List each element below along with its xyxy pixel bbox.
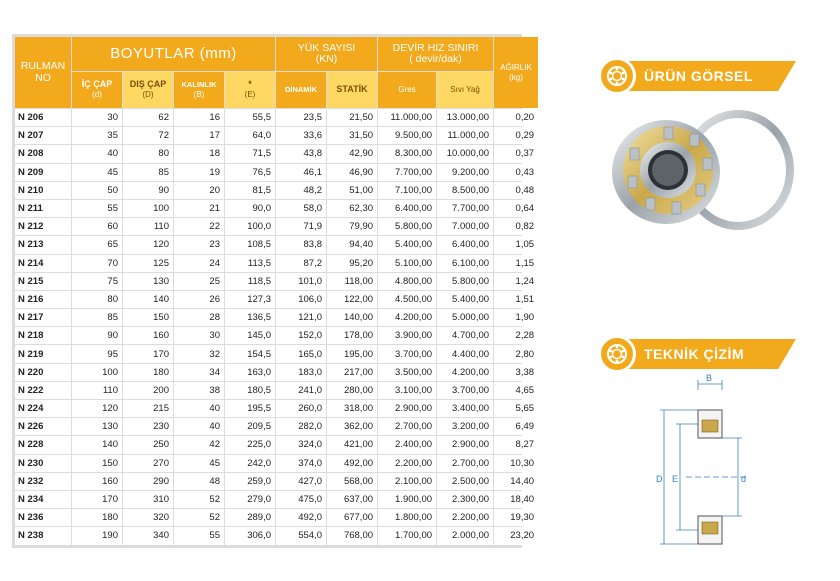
table-cell: 110 (123, 218, 173, 235)
table-row (15, 164, 538, 181)
table-cell: 43,8 (276, 145, 326, 162)
header-devir: DEVİR HIZ SINIRI ( devir/dak) (378, 37, 493, 71)
table-cell: 9.500,00 (378, 127, 436, 144)
table-cell: 170 (123, 345, 173, 362)
table-cell: 125 (123, 255, 173, 272)
bearing-no-cell: N 220 (15, 364, 71, 381)
table-cell: 150 (72, 455, 122, 472)
table-cell: 475,0 (276, 491, 326, 508)
table-cell: 120 (123, 236, 173, 253)
table-cell: 5.400,00 (378, 236, 436, 253)
table-cell: 120 (72, 400, 122, 417)
table-cell: 8.300,00 (378, 145, 436, 162)
table-cell: 19 (174, 164, 224, 181)
table-cell: 768,00 (327, 527, 377, 544)
table-cell: 5.100,00 (378, 255, 436, 272)
table-cell: 71,5 (225, 145, 275, 162)
bearing-no-cell: N 214 (15, 255, 71, 272)
table-cell: 46,90 (327, 164, 377, 181)
table-cell: 85 (123, 164, 173, 181)
table-cell: 0,48 (494, 182, 538, 199)
table-cell: 306,0 (225, 527, 275, 544)
table-cell: 80 (123, 145, 173, 162)
header-boyutlar: BOYUTLAR (mm) (72, 37, 275, 71)
table-row (15, 382, 538, 399)
table-cell: 225,0 (225, 436, 275, 453)
table-cell: 4.800,00 (378, 273, 436, 290)
table-cell: 0,37 (494, 145, 538, 162)
table-cell: 180,5 (225, 382, 275, 399)
table-cell: 5.000,00 (437, 309, 493, 326)
table-cell: 4.200,00 (437, 364, 493, 381)
table-cell: 3.900,00 (378, 327, 436, 344)
table-cell: 45 (72, 164, 122, 181)
table-cell: 195,5 (225, 400, 275, 417)
table-cell: 62,30 (327, 200, 377, 217)
table-cell: 95,20 (327, 255, 377, 272)
table-cell: 427,0 (276, 473, 326, 490)
table-cell: 259,0 (225, 473, 275, 490)
table-cell: 1,15 (494, 255, 538, 272)
bearing-no-cell: N 208 (15, 145, 71, 162)
table-cell: 152,0 (276, 327, 326, 344)
bearing-no-cell: N 217 (15, 309, 71, 326)
table-cell: 677,00 (327, 509, 377, 526)
table-row (15, 491, 538, 508)
table-cell: 2,28 (494, 327, 538, 344)
bearing-no-cell: N 211 (15, 200, 71, 217)
table-cell: 18 (174, 145, 224, 162)
table-cell: 165,0 (276, 345, 326, 362)
table-row (15, 364, 538, 381)
table-cell: 230 (123, 418, 173, 435)
table-cell: 7.700,00 (437, 200, 493, 217)
table-cell: 0,82 (494, 218, 538, 235)
bearing-no-cell: N 210 (15, 182, 71, 199)
table-cell: 178,00 (327, 327, 377, 344)
table-cell: 113,5 (225, 255, 275, 272)
table-cell: 24 (174, 255, 224, 272)
bearing-no-cell: N 216 (15, 291, 71, 308)
table-cell: 7.100,00 (378, 182, 436, 199)
table-cell: 94,40 (327, 236, 377, 253)
table-cell: 4,65 (494, 382, 538, 399)
table-cell: 5,65 (494, 400, 538, 417)
table-cell: 10.000,00 (437, 145, 493, 162)
table-cell: 79,90 (327, 218, 377, 235)
product-image-title: ÜRÜN GÖRSEL (644, 68, 753, 84)
table-cell: 637,00 (327, 491, 377, 508)
table-cell: 160 (123, 327, 173, 344)
table-cell: 1.700,00 (378, 527, 436, 544)
table-cell: 127,3 (225, 291, 275, 308)
bearing-no-cell: N 215 (15, 273, 71, 290)
table-row (15, 127, 538, 144)
table-cell: 140 (72, 436, 122, 453)
table-cell: 50 (72, 182, 122, 199)
table-cell: 33,6 (276, 127, 326, 144)
table-cell: 2,80 (494, 345, 538, 362)
table-cell: 122,00 (327, 291, 377, 308)
drawing-label-e: E (672, 474, 679, 484)
table-cell: 65 (72, 236, 122, 253)
table-cell: 16 (174, 109, 224, 126)
bearing-no-cell: N 230 (15, 455, 71, 472)
table-cell: 21,50 (327, 109, 377, 126)
table-cell: 1,51 (494, 291, 538, 308)
table-cell: 90 (123, 182, 173, 199)
table-cell: 64,0 (225, 127, 275, 144)
table-cell: 554,0 (276, 527, 326, 544)
table-cell: 290 (123, 473, 173, 490)
table-cell: 42,90 (327, 145, 377, 162)
bearing-table-container (12, 34, 535, 548)
table-row (15, 273, 538, 290)
table-cell: 121,0 (276, 309, 326, 326)
table-cell: 2.500,00 (437, 473, 493, 490)
table-cell: 320 (123, 509, 173, 526)
table-cell: 32 (174, 345, 224, 362)
table-cell: 3,38 (494, 364, 538, 381)
bearing-no-cell: N 212 (15, 218, 71, 235)
table-cell: 101,0 (276, 273, 326, 290)
bearing-no-cell: N 226 (15, 418, 71, 435)
table-cell: 51,00 (327, 182, 377, 199)
header-dinamik: DİNAMİK (276, 72, 326, 108)
table-cell: 30 (72, 109, 122, 126)
table-cell: 140 (123, 291, 173, 308)
table-cell: 130 (72, 418, 122, 435)
table-row (15, 509, 538, 526)
table-cell: 5.400,00 (437, 291, 493, 308)
table-cell: 9.200,00 (437, 164, 493, 181)
bearing-no-cell: N 228 (15, 436, 71, 453)
technical-drawing (650, 372, 760, 552)
table-row (15, 145, 538, 162)
bearing-no-cell: N 219 (15, 345, 71, 362)
table-cell: 3.100,00 (378, 382, 436, 399)
table-row (15, 345, 538, 362)
table-row (15, 182, 538, 199)
table-cell: 90,0 (225, 200, 275, 217)
table-cell: 100 (72, 364, 122, 381)
table-cell: 20 (174, 182, 224, 199)
table-cell: 4.200,00 (378, 309, 436, 326)
table-cell: 108,5 (225, 236, 275, 253)
table-cell: 2.200,00 (378, 455, 436, 472)
table-cell: 55 (72, 200, 122, 217)
table-cell: 55 (174, 527, 224, 544)
table-row (15, 255, 538, 272)
table-cell: 26 (174, 291, 224, 308)
table-cell: 60 (72, 218, 122, 235)
table-cell: 154,5 (225, 345, 275, 362)
header-rulman-no: RULMAN NO (15, 37, 71, 108)
table-cell: 2.700,00 (378, 418, 436, 435)
table-cell: 100,0 (225, 218, 275, 235)
table-cell: 4.700,00 (437, 327, 493, 344)
bearing-no-cell: N 213 (15, 236, 71, 253)
table-cell: 0,29 (494, 127, 538, 144)
table-cell: 0,43 (494, 164, 538, 181)
table-cell: 3.700,00 (437, 382, 493, 399)
table-cell: 130 (123, 273, 173, 290)
table-cell: 1.900,00 (378, 491, 436, 508)
table-row (15, 527, 538, 544)
table-cell: 48,2 (276, 182, 326, 199)
table-cell: 70 (72, 255, 122, 272)
table-cell: 110 (72, 382, 122, 399)
header-ic-cap: İÇ ÇAP (d) (72, 72, 122, 108)
table-cell: 118,00 (327, 273, 377, 290)
table-cell: 5.800,00 (378, 218, 436, 235)
table-cell: 8,27 (494, 436, 538, 453)
bearing-no-cell: N 234 (15, 491, 71, 508)
table-cell: 362,00 (327, 418, 377, 435)
table-cell: 3.400,00 (437, 400, 493, 417)
table-cell: 318,00 (327, 400, 377, 417)
table-cell: 85 (72, 309, 122, 326)
header-kalinlik: KALINLIK (B) (174, 72, 224, 108)
table-cell: 200 (123, 382, 173, 399)
table-cell: 209,5 (225, 418, 275, 435)
table-cell: 46,1 (276, 164, 326, 181)
header-statik: STATİK (327, 72, 377, 108)
table-cell: 6.400,00 (437, 236, 493, 253)
table-cell: 2.200,00 (437, 509, 493, 526)
table-cell: 2.900,00 (437, 436, 493, 453)
table-cell: 0,20 (494, 109, 538, 126)
table-cell: 1,24 (494, 273, 538, 290)
table-cell: 289,0 (225, 509, 275, 526)
table-cell: 6.400,00 (378, 200, 436, 217)
table-cell: 3.200,00 (437, 418, 493, 435)
table-cell: 62 (123, 109, 173, 126)
table-cell: 13.000,00 (437, 109, 493, 126)
table-row (15, 291, 538, 308)
table-cell: 492,00 (327, 455, 377, 472)
table-cell: 52 (174, 509, 224, 526)
table-row (15, 327, 538, 344)
table-cell: 568,00 (327, 473, 377, 490)
bearing-no-cell: N 218 (15, 327, 71, 344)
bearing-no-cell: N 232 (15, 473, 71, 490)
table-cell: 8.500,00 (437, 182, 493, 199)
table-cell: 340 (123, 527, 173, 544)
table-cell: 23,5 (276, 109, 326, 126)
table-cell: 18,40 (494, 491, 538, 508)
table-row (15, 309, 538, 326)
table-row (15, 236, 538, 253)
table-row (15, 218, 538, 235)
table-cell: 195,00 (327, 345, 377, 362)
table-cell: 140,00 (327, 309, 377, 326)
table-cell: 3.700,00 (378, 345, 436, 362)
table-cell: 14,40 (494, 473, 538, 490)
table-cell: 40 (72, 145, 122, 162)
table-cell: 190 (72, 527, 122, 544)
table-cell: 90 (72, 327, 122, 344)
table-cell: 180 (72, 509, 122, 526)
table-cell: 58,0 (276, 200, 326, 217)
table-cell: 1.800,00 (378, 509, 436, 526)
bearing-no-cell: N 206 (15, 109, 71, 126)
table-cell: 22 (174, 218, 224, 235)
table-cell: 1,90 (494, 309, 538, 326)
table-cell: 34 (174, 364, 224, 381)
bearing-product-image (606, 106, 806, 236)
table-cell: 310 (123, 491, 173, 508)
table-cell: 10,30 (494, 455, 538, 472)
table-cell: 5.800,00 (437, 273, 493, 290)
table-cell: 80 (72, 291, 122, 308)
table-cell: 35 (72, 127, 122, 144)
table-cell: 3.500,00 (378, 364, 436, 381)
table-cell: 28 (174, 309, 224, 326)
bearing-no-cell: N 224 (15, 400, 71, 417)
table-cell: 2.000,00 (437, 527, 493, 544)
table-cell: 81,5 (225, 182, 275, 199)
table-row (15, 455, 538, 472)
table-cell: 25 (174, 273, 224, 290)
table-cell: 250 (123, 436, 173, 453)
table-cell: 4.400,00 (437, 345, 493, 362)
table-cell: 31,50 (327, 127, 377, 144)
drawing-label-d-outer: D (656, 474, 663, 484)
table-cell: 183,0 (276, 364, 326, 381)
table-row (15, 109, 538, 126)
table-cell: 45 (174, 455, 224, 472)
table-cell: 170 (72, 491, 122, 508)
header-dis-cap: DIŞ ÇAP (D) (123, 72, 173, 108)
table-cell: 21 (174, 200, 224, 217)
header-sivi-yag: Sıvı Yağ (437, 72, 493, 108)
header-yuk: YÜK SAYISI (KN) (276, 37, 377, 71)
table-cell: 87,2 (276, 255, 326, 272)
table-cell: 106,0 (276, 291, 326, 308)
table-cell: 76,5 (225, 164, 275, 181)
table-cell: 52 (174, 491, 224, 508)
table-cell: 241,0 (276, 382, 326, 399)
table-cell: 0,64 (494, 200, 538, 217)
table-cell: 38 (174, 382, 224, 399)
table-cell: 23,20 (494, 527, 538, 544)
table-cell: 242,0 (225, 455, 275, 472)
table-cell: 160 (72, 473, 122, 490)
bearing-no-cell: N 236 (15, 509, 71, 526)
table-cell: 492,0 (276, 509, 326, 526)
technical-drawing-title: TEKNİK ÇİZİM (644, 346, 745, 362)
header-e: * (E) (225, 72, 275, 108)
table-cell: 4.500,00 (378, 291, 436, 308)
table-cell: 11.000,00 (378, 109, 436, 126)
table-cell: 260,0 (276, 400, 326, 417)
table-cell: 95 (72, 345, 122, 362)
table-cell: 71,9 (276, 218, 326, 235)
table-cell: 2.300,00 (437, 491, 493, 508)
bearing-no-cell: N 207 (15, 127, 71, 144)
table-cell: 2.400,00 (378, 436, 436, 453)
table-cell: 324,0 (276, 436, 326, 453)
table-cell: 75 (72, 273, 122, 290)
bearing-badge-icon (598, 335, 636, 373)
table-cell: 7.000,00 (437, 218, 493, 235)
table-cell: 280,00 (327, 382, 377, 399)
table-cell: 72 (123, 127, 173, 144)
table-cell: 17 (174, 127, 224, 144)
header-agirlik: AĞIRLIK (kg) (494, 37, 538, 108)
table-cell: 150 (123, 309, 173, 326)
bearing-badge-icon (598, 57, 636, 95)
table-cell: 163,0 (225, 364, 275, 381)
table-cell: 7.700,00 (378, 164, 436, 181)
table-cell: 215 (123, 400, 173, 417)
table-row (15, 473, 538, 490)
bearing-no-cell: N 209 (15, 164, 71, 181)
table-cell: 180 (123, 364, 173, 381)
table-cell: 30 (174, 327, 224, 344)
table-cell: 40 (174, 400, 224, 417)
table-cell: 42 (174, 436, 224, 453)
table-cell: 136,5 (225, 309, 275, 326)
table-row (15, 418, 538, 435)
table-cell: 23 (174, 236, 224, 253)
table-cell: 55,5 (225, 109, 275, 126)
table-cell: 11.000,00 (437, 127, 493, 144)
table-row (15, 400, 538, 417)
table-cell: 118,5 (225, 273, 275, 290)
table-cell: 6,49 (494, 418, 538, 435)
table-cell: 83,8 (276, 236, 326, 253)
bearing-spec-table (14, 36, 539, 546)
bearing-no-cell: N 238 (15, 527, 71, 544)
table-cell: 2.100,00 (378, 473, 436, 490)
table-cell: 270 (123, 455, 173, 472)
bearing-no-cell: N 222 (15, 382, 71, 399)
table-cell: 2.700,00 (437, 455, 493, 472)
drawing-label-b: B (706, 373, 713, 383)
table-cell: 421,00 (327, 436, 377, 453)
table-cell: 374,0 (276, 455, 326, 472)
header-gres: Gres (378, 72, 436, 108)
table-cell: 100 (123, 200, 173, 217)
table-cell: 279,0 (225, 491, 275, 508)
table-cell: 40 (174, 418, 224, 435)
table-cell: 2.900,00 (378, 400, 436, 417)
table-row (15, 200, 538, 217)
table-cell: 217,00 (327, 364, 377, 381)
table-cell: 48 (174, 473, 224, 490)
table-cell: 1,05 (494, 236, 538, 253)
table-cell: 145,0 (225, 327, 275, 344)
table-cell: 282,0 (276, 418, 326, 435)
drawing-label-d-inner: d (741, 474, 747, 484)
table-row (15, 436, 538, 453)
table-cell: 6.100,00 (437, 255, 493, 272)
table-body (15, 109, 538, 545)
table-cell: 19,30 (494, 509, 538, 526)
